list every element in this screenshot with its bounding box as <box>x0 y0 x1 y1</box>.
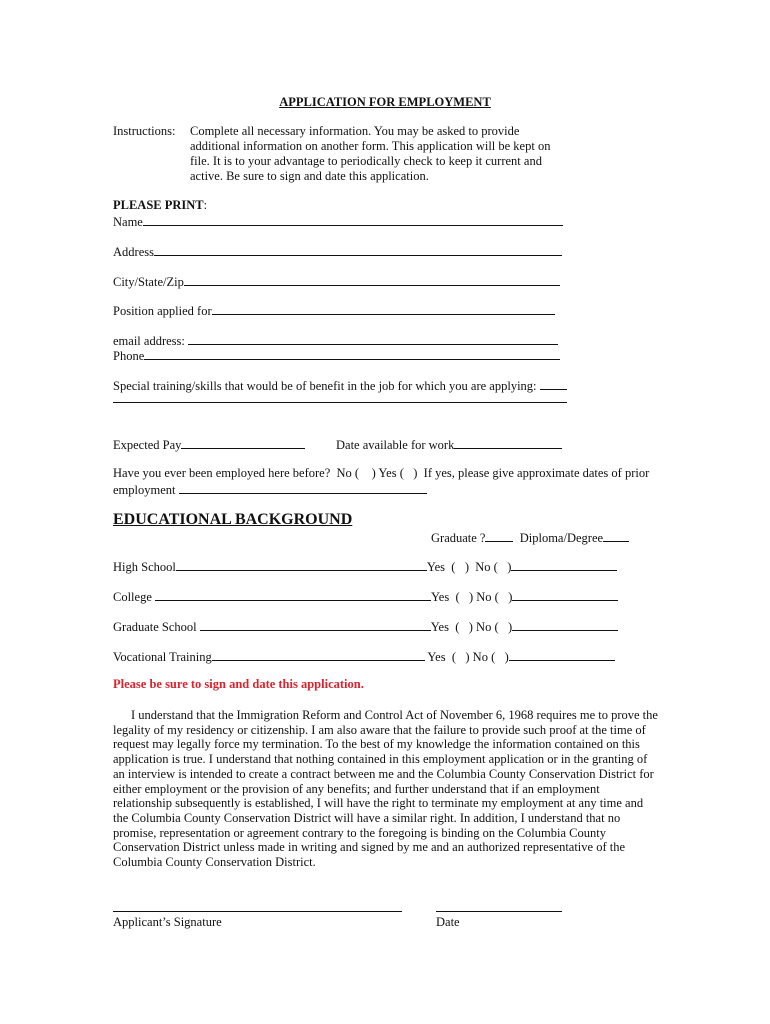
graduate-school-field[interactable] <box>200 618 431 631</box>
education-row-label: Graduate School <box>113 620 197 634</box>
position-label: Position applied for <box>113 304 212 318</box>
graduate-school-degree-field[interactable] <box>512 618 618 631</box>
education-row-label: Vocational Training <box>113 650 212 664</box>
graduate-blank <box>485 529 513 542</box>
please-print-colon: : <box>203 198 208 212</box>
special-row <box>113 377 567 394</box>
legal-statement: I understand that the Immigration Reform and Control Act of November 6, 1968 requires me to prove the legality of my residency or citizenship. I am also aware that the failure to provide such proof at the time of request may legally force my termination. To the best of my knowledge the information contained on this application is true. I understand that nothing contained in this employment application or in the granting of an interview is intended to create a contract between me and the Columbia County Conservation District for either employment or the provision of any benefits; and further understand that if an employment relationship subsequently is established, I will have the right to terminate my employment at any time and the Columbia County Conservation District will have a similar right. In addition, I understand that no promise, representation or agreement contrary to the foregoing is binding on the Columbia County Conservation District unless made in writing and signed by me and an authorized representative of the Columbia County Conservation District. <box>113 708 658 870</box>
form-title: APPLICATION FOR EMPLOYMENT <box>279 95 491 109</box>
special-field-line[interactable] <box>113 402 567 403</box>
email-field[interactable] <box>188 332 558 345</box>
employment-label: employment <box>113 483 176 497</box>
education-heading: EDUCATIONAL BACKGROUND <box>113 511 353 528</box>
applicant-signature-label: Applicant’s Signature <box>113 915 222 929</box>
city-state-zip-field[interactable] <box>184 273 560 286</box>
college-degree-field[interactable] <box>512 588 618 601</box>
date-available-label: Date available for work <box>336 438 455 452</box>
special-label: Special training/skills that would be of benefit in the job for which you are applying: <box>113 379 537 393</box>
name-field[interactable] <box>143 213 563 226</box>
employment-row <box>113 481 427 498</box>
city-row <box>113 273 560 290</box>
employed-before-question: Have you ever been employed here before? No ( ) Yes ( ) If yes, please give approximate dates of prior <box>113 466 650 480</box>
applicant-signature-line[interactable] <box>113 911 402 912</box>
education-row-yesno[interactable]: Yes ( ) No ( ) <box>431 590 513 604</box>
graduate-label: Graduate ? <box>431 531 486 545</box>
education-row-high-school <box>113 558 617 575</box>
signature-date-label: Date <box>436 915 460 929</box>
education-row-yesno[interactable]: Yes ( ) No ( ) <box>430 620 513 634</box>
date-available-field[interactable] <box>454 436 562 449</box>
email-label: email address: <box>113 334 185 348</box>
please-print-label: PLEASE PRINT <box>113 198 204 212</box>
sign-date-reminder: Please be sure to sign and date this application. <box>113 677 364 691</box>
high-school-degree-field[interactable] <box>511 558 617 571</box>
education-row-college <box>113 588 618 605</box>
phone-row <box>113 347 560 364</box>
position-row <box>113 302 555 319</box>
education-row-graduate-school <box>113 618 618 635</box>
diploma-blank <box>603 529 629 542</box>
date-available-row <box>336 436 562 453</box>
expected-pay-label: Expected Pay <box>113 438 182 452</box>
name-label: Name <box>113 215 143 229</box>
special-field-start[interactable] <box>540 377 567 390</box>
position-field[interactable] <box>212 302 555 315</box>
city-label: City/State/Zip <box>113 275 184 289</box>
expected-pay-row <box>113 436 305 453</box>
college-field[interactable] <box>155 588 431 601</box>
phone-label: Phone <box>113 349 145 363</box>
graduate-header <box>431 529 629 546</box>
high-school-field[interactable] <box>176 558 427 571</box>
vocational-field[interactable] <box>212 648 425 661</box>
education-row-label: High School <box>113 560 176 574</box>
employment-dates-field[interactable] <box>179 481 427 494</box>
name-row <box>113 213 563 230</box>
expected-pay-field[interactable] <box>181 436 305 449</box>
signature-date-line[interactable] <box>436 911 562 912</box>
instructions-label: Instructions: <box>113 124 176 138</box>
education-row-yesno[interactable]: Yes ( ) No ( ) <box>427 650 509 664</box>
address-field[interactable] <box>154 243 562 256</box>
instructions-text: Complete all necessary information. You may be asked to provide additional information on another form. This application will be kept on file. It is to your advantage to periodically check to keep it current and active. Be sure to sign and date this application. <box>190 124 551 183</box>
vocational-degree-field[interactable] <box>509 648 615 661</box>
diploma-label: Diploma/Degree <box>519 531 604 545</box>
please-print-heading <box>113 198 207 213</box>
education-row-vocational <box>113 648 615 665</box>
education-row-yesno[interactable]: Yes ( ) No ( ) <box>426 560 512 574</box>
address-label: Address <box>113 245 154 259</box>
address-row <box>113 243 562 260</box>
phone-field[interactable] <box>144 347 560 360</box>
education-row-label: College <box>113 590 152 604</box>
